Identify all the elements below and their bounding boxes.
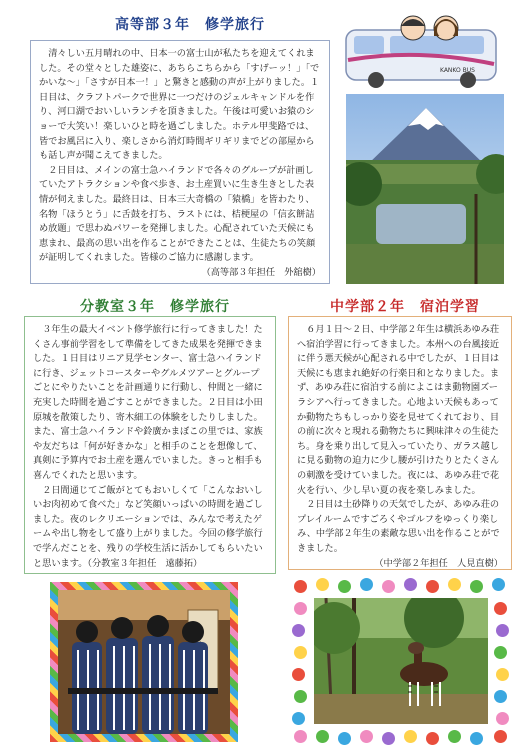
decorative-dot — [426, 732, 439, 745]
decorative-dot — [338, 580, 351, 593]
section2-title: 分教室３年 修学旅行 — [80, 299, 230, 315]
decorative-dot — [316, 730, 329, 743]
section2-paragraph-1: ３年生の最大イベント修学旅行に行ってきました！たくさん事前学習をして準備をしてきた成果を発揮できました。１日目はリニア見学センター、富士急ハイランドに行き、ジェットコースターやグルメツアーとグループごとにやりたいことを計画通りに行動し、仲間と一緒に充実した時間を過ごすことができました。２日目は小田原城を散策したり、寄木細工の体験をしたりしました。また、富士急ハイランドや鈴廣かまぼこの里では、家族や友だちは「何が好きかな」と相手のことを想像して、真剣に予算内でお土産を選んでいました。きっと相手も喜んでくれたと思います。 — [33, 324, 263, 481]
decorative-dot — [360, 578, 373, 591]
section3-paragraph-1: ６月１日～２日、中学部２年生は横浜あゆみ荘へ宿泊学習に行ってきました。本州への台風接近に伴う悪天候が心配される中でしたが、１日目は天候にも恵まれ絶好の行楽日和となりました。まず、あゆみ荘に宿泊する前によこはま動物園ズーラシアへ行ってきました。心地よい天候もあってか動物たちもしっかり姿を見せてくれており、目の前に次々と現れる動物たちに興味津々の生徒たち。身を乗り出して見入っていたり、ガラス越しに見る動物の迫力に少し腰が引けたりとたくさんの刺激を受けていました。夜には、あゆみ荘で花火を行い、少し早い夏の夜を楽しみました。 — [297, 324, 500, 496]
section1-paragraph-1: 清々しい五月晴れの中、日本一の富士山が私たちを迎えてくれました。その堂々とした雄姿に、あちらこちらから「すげーッ！」「でかいな～」「さすが日本一！」と驚きと感動の声が上がりました。１日目は、クラフトパークで世界に一つだけのジェルキャンドルを作り、河口湖でおいしいランチを頂きました。午後は可愛いお猿のショーで大笑い！楽しいひと時を過ごしました。ホテル甲斐路では、皆でお風呂に入り、楽しさから消灯時間ギリギリまでどの部屋からも話し声が聞こえてきました。 — [39, 48, 320, 162]
decorative-dot — [448, 730, 461, 743]
bus-label: KANKO BUS — [440, 67, 475, 74]
decorative-dot — [448, 578, 461, 591]
section2-article — [24, 316, 276, 574]
decorative-dot — [338, 732, 351, 745]
decorative-dot — [382, 732, 395, 745]
decorative-dot — [294, 646, 307, 659]
decorative-dot — [496, 668, 509, 681]
section3-title: 中学部２年 宿泊学習 — [330, 299, 480, 315]
section1-article — [30, 40, 330, 284]
decorative-dot — [294, 690, 307, 703]
decorative-dot — [294, 580, 307, 593]
decorative-dot — [292, 668, 305, 681]
section1-paragraph-2: ２日目は、メインの富士急ハイランドで各々のグループが計画していたアトラクションや食べ歩き、お土産買いに生き生きとした表情が伺えました。最終日は、日本三大奇橋の「猿橋」を皆わたり、名物「ほうとう」に舌鼓を打ち、ラストには、桔梗屋の「信玄餅詰め放題」で思わぬパワーを発揮しました。心配されていた天候にも恵まれ、最高の思い出を作ることができたことは、生徒たちの笑顔が証明してくれました。皆様のご協力に感謝します。 — [39, 164, 316, 264]
mount-fuji-photo — [346, 94, 504, 284]
section3-article — [288, 316, 512, 570]
section2-paragraph-2: ２日間通じてご飯がとてもおいしくて「こんなおいしいお肉初めて食べた」など笑顔いっぱいの時間を過ごしました。夜のレクリエーションでは、みんなで考えたゲームや出し物をして盛り上がりました。今回の修学旅行で学んだことを、残りの学校生活に活かしてもらいたいと思います。（分教室３年担任 遠藤拓） — [33, 484, 263, 569]
decorative-dot — [404, 578, 417, 591]
decorative-dot — [316, 578, 329, 591]
decorative-dot — [494, 690, 507, 703]
decorative-dot — [292, 712, 305, 725]
decorative-dot — [294, 730, 307, 743]
bus-illustration — [338, 8, 502, 88]
decorative-dot — [496, 712, 509, 725]
decorative-dot — [494, 730, 507, 743]
decorative-dot — [292, 624, 305, 637]
section1-title: 高等部３年 修学旅行 — [115, 17, 265, 33]
decorative-dot — [426, 580, 439, 593]
decorative-dot — [496, 624, 509, 637]
decorative-dot — [404, 730, 417, 743]
decorative-dot — [494, 646, 507, 659]
okapi-photo — [314, 598, 488, 724]
okapi-photo-frame — [290, 576, 512, 746]
decorative-dot — [492, 578, 505, 591]
decorative-dot — [360, 730, 373, 743]
decorative-dot — [382, 580, 395, 593]
section3-signature: （中学部２年担任 人見直樹） — [374, 557, 503, 569]
yukata-photo — [58, 590, 230, 734]
decorative-dot — [494, 602, 507, 615]
decorative-dot — [470, 732, 483, 745]
section1-signature: （高等部３年担任 外舘樹） — [201, 266, 321, 278]
decorative-dot — [470, 580, 483, 593]
yukata-photo-frame — [50, 582, 238, 742]
section3-paragraph-2: ２日目は土砂降りの天気でしたが、あゆみ荘のプレイルームですごろくやゴルフをゆっくり楽しみ、中学部２年生の素敵な思い出を作ることができました。 — [297, 499, 500, 554]
decorative-dot — [294, 602, 307, 615]
